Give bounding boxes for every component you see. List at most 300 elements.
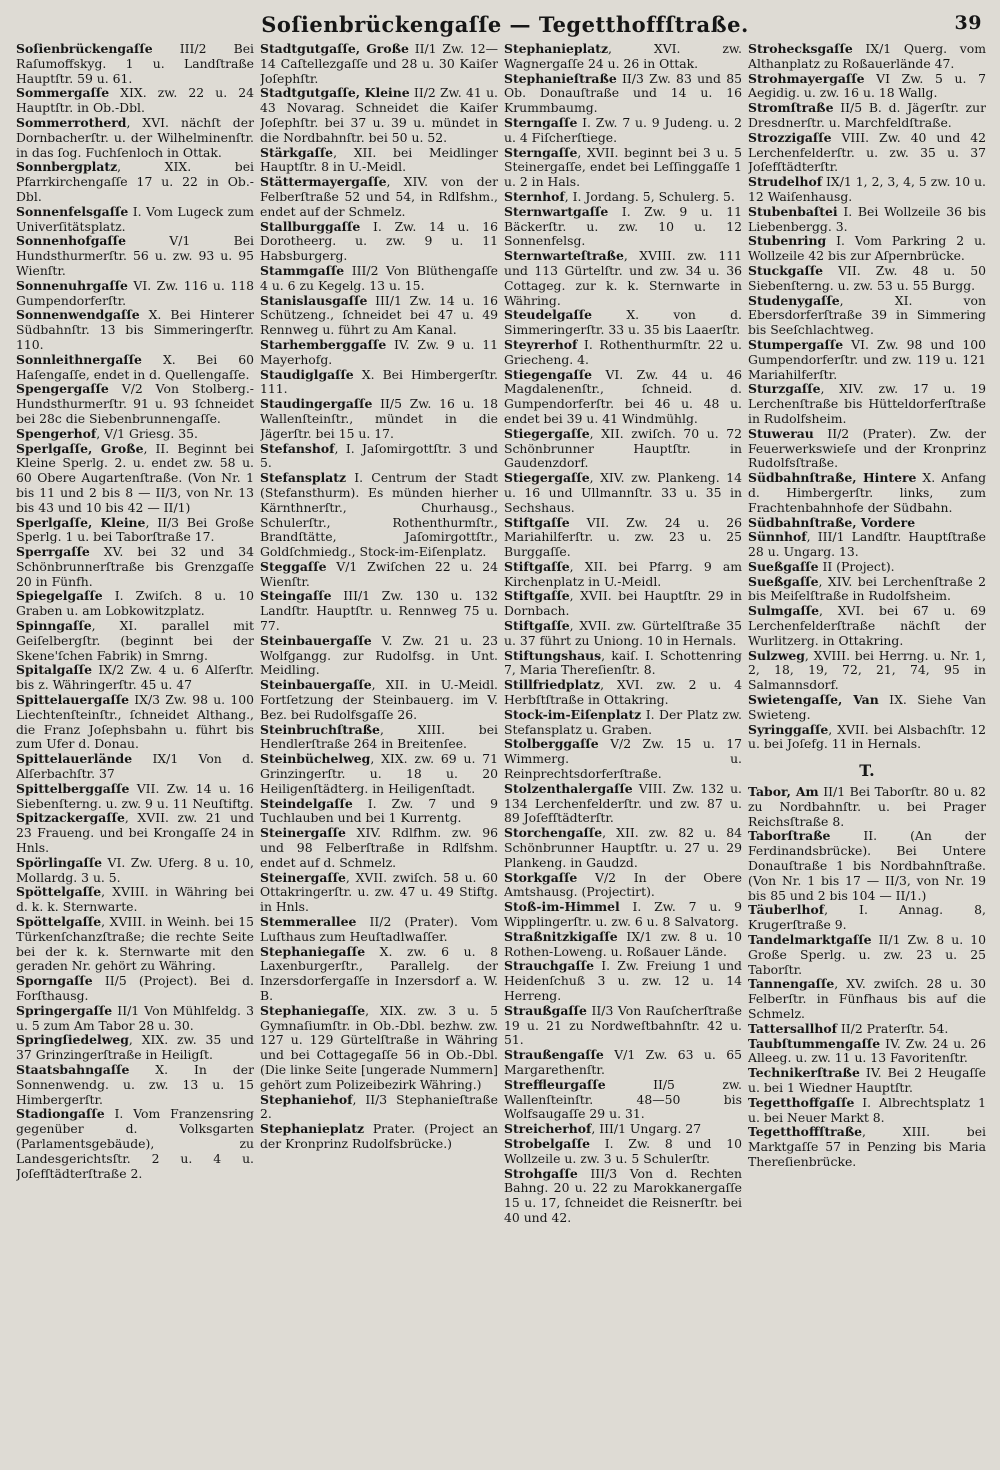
entry-description: X. Anfang d. Himbergerſtr. links, zum Frachtenbahnhofe der Südbahn.: [748, 470, 986, 515]
directory-entry: [504, 42, 742, 72]
directory-entry: [748, 338, 986, 382]
street-name: Straußgaſſe: [504, 1002, 587, 1018]
directory-entry: [748, 427, 986, 471]
directory-entry: [504, 930, 742, 960]
directory-entry: [260, 264, 498, 294]
entry-description: , I. Jordang. 5, Schulerg. 5.: [564, 188, 735, 204]
entry-description: X. Bei Himbergerſtr. 111.: [260, 366, 498, 397]
columns: [16, 42, 994, 1226]
directory-entry: [748, 1066, 986, 1096]
directory-entry: [16, 974, 254, 1004]
entry-description: V/2 Zw. 15 u. 17 Wimmerg. u. Reinprechtsdorferſtraße.: [504, 736, 742, 782]
street-name: Stubenring: [748, 233, 827, 249]
entry-description: II/2 (Prater). Zw. der Feuerwerkswieſe und der Kronprinz Rudolfsſtraße.: [748, 425, 986, 471]
street-name: Stiegergaſſe: [504, 425, 590, 441]
entry-description: , XI. von Ebersdorferſtraße 39 in Simmering bis Seeſchlachtweg.: [748, 292, 986, 338]
entry-description: , XIV. zw. Plankeng. 14 u. 16 und Ullmannſtr. 33 u. 35 in Sechshaus.: [504, 470, 742, 515]
street-name: Tandelmarktgaſſe: [748, 932, 872, 948]
entry-description: II (Project).: [818, 558, 895, 574]
directory-entry: [504, 146, 742, 190]
directory-entry: [504, 959, 742, 1003]
entry-description: X. Bei Hinterer Südbahnſtr. 13 bis Simmeringerſtr. 110.: [16, 307, 254, 352]
street-name: Spöttelgaſſe: [16, 884, 102, 900]
street-name: Sulmgaſſe: [748, 603, 820, 619]
entry-description: , I. Jaſomirgottſtr. 3 und 5.: [260, 440, 498, 471]
street-name: Sonnenfelsgaſſe: [16, 203, 129, 219]
street-name: Spengergaſſe: [16, 381, 109, 397]
street-name: Straußengaſſe: [504, 1047, 604, 1063]
street-name: Spitzackergaſſe: [16, 810, 125, 826]
directory-entry: [748, 471, 986, 515]
entry-description: II/3 Zw. 83 und 85 Ob. Donauſtraße und 14 u. 16 Krummbaumg.: [504, 70, 742, 116]
entry-description: , XVI. nächſt der Dornbacherſtr. u. der Wilhelminenſtr. in das ſog. Fuchſenloch in Ottak.: [16, 114, 254, 160]
directory-entry: [16, 382, 254, 426]
directory-entry: [504, 782, 742, 826]
entry-description: III/2 Bei Raſumoffskyg. 1 u. Landſtraße Hauptſtr. 59 u. 61.: [16, 42, 254, 86]
entry-description: , XVII. beginnt bei 3 u. 5 Steinergaſſe, endet bei Leſſinggaſſe 1 u. 2 in Hals.: [504, 144, 742, 190]
directory-entry: [504, 368, 742, 427]
entry-description: Prater. (Project an der Kronprinz Rudolfsbrücke.): [260, 1121, 498, 1151]
entry-description: I. Zw. 7 u. 9 Judeng. u. 2 u. 4 Fiſcherſtiege.: [504, 114, 742, 145]
street-name: Springſiedelweg: [16, 1032, 129, 1048]
directory-entry: [748, 723, 986, 753]
street-name: Sünnhof: [748, 529, 807, 545]
street-name: Swietengaſſe, Van: [748, 692, 879, 708]
entry-description: I. Zw. 14 u. 16 Dorotheerg. u. zw. 9 u. 11 Habsburgerg.: [260, 218, 498, 264]
entry-description: , XIX. zw. 35 und 37 Grinzingerſtraße in Heiligſt.: [16, 1032, 254, 1063]
street-name: Stephanieplatz: [260, 1121, 365, 1137]
street-name: Sonnbergplatz: [16, 159, 118, 175]
entry-description: V/2 In der Obere Amtshausg. (Projectirt).: [504, 869, 742, 900]
directory-entry: [16, 308, 254, 352]
directory-entry: [260, 471, 498, 560]
directory-entry: [748, 264, 986, 294]
directory-entry: [260, 42, 498, 86]
street-name: Steudelgaſſe: [504, 307, 593, 323]
street-name: Stoß-im-Himmel: [504, 899, 620, 915]
directory-entry: [748, 693, 986, 723]
directory-entry: [748, 1096, 986, 1126]
entry-description: VIII. Zw. 40 und 42 Lerchenfelderſtr. u. zw. 35 u. 37 Joſefſtädterſtr.: [748, 129, 986, 175]
entry-description: I. Zw. 7 und 9 Tuchlauben und bei 1 Kurrentg.: [260, 795, 498, 826]
street-name: Stillfriedplatz: [504, 677, 601, 693]
entry-description: IX. Siehe Van Swieteng.: [748, 692, 986, 722]
street-name: Stättermayergaſſe: [260, 174, 387, 190]
directory-entry: [504, 649, 742, 679]
entry-description: I. Bei Wollzeile 36 bis Liebenbergg. 3.: [748, 203, 986, 234]
directory-entry: [16, 811, 254, 855]
street-name: Stubenbaſtei: [748, 203, 838, 219]
entry-description: VII. Zw. 24 u. 26 Mariahilferſtr. u. zw. 23 u. 25 Burggaſſe.: [504, 514, 742, 560]
directory-entry: [260, 678, 498, 722]
directory-entry: [16, 1107, 254, 1181]
directory-entry: [748, 1037, 986, 1067]
entry-description: II/5 zw. Wallenſteinſtr. 48—50 bis Wolfsaugaſſe 29 u. 31.: [504, 1076, 742, 1122]
directory-entry: [16, 279, 254, 309]
street-name: Sporngaſſe: [16, 973, 93, 989]
column-1: [16, 42, 254, 1226]
directory-entry: [748, 42, 986, 72]
directory-entry: [260, 589, 498, 633]
directory-entry: [260, 560, 498, 590]
entry-description: , kaiſ. I. Schottenring 7, Maria Thereſienſtr. 8.: [504, 647, 742, 678]
directory-entry: [748, 131, 986, 175]
directory-entry: [504, 1122, 742, 1137]
street-name: Springergaſſe: [16, 1002, 113, 1018]
directory-entry: [260, 146, 498, 176]
entry-description: , XVII. zwiſch. 58 u. 60 Ottakringerſtr. u. zw. 47 u. 49 Stiftg. in Hnls.: [260, 869, 498, 915]
directory-entry: [16, 86, 254, 116]
street-name: Sommergaſſe: [16, 85, 110, 101]
street-name: Steinbruchſtraße: [260, 721, 380, 737]
street-name: Sternwartgaſſe: [504, 203, 609, 219]
running-title: Soſienbrückengaſſe — Tegetthoffſtraße.: [261, 12, 749, 37]
entry-description: VIII. Zw. 132 u. 134 Lerchenfelderſtr. und zw. 87 u. 89 Joſefſtädterſtr.: [504, 780, 742, 826]
street-name: Steinbüchelweg: [260, 751, 371, 767]
entry-description: IX/1 1, 2, 3, 4, 5 zw. 10 u. 12 Waiſenhausg.: [748, 174, 986, 204]
entry-description: X. zw. 6 u. 8 Laxenburgerſtr., Parallelg. der Inzersdorfergaſſe in Inzersdorf a. W. B.: [260, 943, 498, 1003]
directory-entry: [504, 619, 742, 649]
street-name: Steinbauergaſſe: [260, 677, 372, 693]
directory-entry: [504, 249, 742, 308]
entry-description: I. Rothenthurmſtr. 22 u. Griecheng. 4.: [504, 336, 742, 367]
entry-description: , XIII. bei Marktgaſſe 57 in Penzing bis Maria Thereſienbrücke.: [748, 1124, 986, 1169]
street-name: Stock-im-Eiſenplatz: [504, 706, 642, 722]
directory-entry: [504, 560, 742, 590]
entry-description: VI Zw. 5 u. 7 Aegidig. u. zw. 16 u. 18 Wallg.: [748, 70, 986, 101]
street-name: Südbahnſtraße, Hintere: [748, 470, 917, 486]
directory-entry: [504, 516, 742, 560]
directory-entry: [504, 116, 742, 146]
street-name: Tegetthoffſtraße: [748, 1124, 863, 1140]
directory-entry: [504, 190, 742, 205]
page-header: [16, 12, 994, 42]
entry-description: , XVI. zw. 2 u. 4 Herbſtſtraße in Ottakring.: [504, 677, 742, 708]
street-name: Streffleurgaſſe: [504, 1076, 606, 1092]
street-name: Steindelgaſſe: [260, 795, 353, 811]
column-3: [504, 42, 742, 1226]
street-name: Steingaſſe: [260, 588, 332, 604]
street-name: Südbahnſtraße, Vordere: [748, 514, 916, 530]
entry-description: VI. Zw. 98 und 100 Gumpendorferſtr. und zw. 119 u. 121 Mariahilferſtr.: [748, 336, 986, 382]
entry-description: , XVIII. bei Herrng. u. Nr. 1, 2, 18, 19, 72, 21, 74, 95 in Salmannsdorf.: [748, 647, 986, 693]
entry-description: V/2 Von Stolberg.-Hundsthurmerſtr. 91 u. 93 ſchneidet bei 28c die Siebenbrunnengaſſe.: [16, 381, 254, 426]
entry-description: II. (An der Ferdinandsbrücke). Bei Untere Donauſtraße 1 bis Nordbahnſtraße. (Von Nr. 1 bis 17 — II/3, von Nr. 19 bis 85 und 2 bis 104 — II/1.): [748, 828, 986, 903]
entry-description: X. In der Sonnenwendg. u. zw. 13 u. 15 Himbergerſtr.: [16, 1061, 254, 1107]
street-name: Stärkgaſſe: [260, 144, 334, 160]
street-name: Taubſtummengaſſe: [748, 1035, 881, 1051]
entry-description: V/1 Zw. 63 u. 65 Margarethenſtr.: [504, 1047, 742, 1077]
directory-entry: [504, 708, 742, 738]
entry-description: I. Zwiſch. 8 u. 10 Graben u. am Lobkowitzplatz.: [16, 588, 254, 619]
street-name: Spittelauergaſſe: [16, 692, 130, 708]
entry-description: V. Zw. 21 u. 23 Wolfgangg. zur Rudolfsg. in Unt. Meidling.: [260, 632, 498, 678]
street-name: Spittelberggaſſe: [16, 780, 130, 796]
entry-description: , XII. in U.-Meidl. Fortſetzung der Steinbauerg. im V. Bez. bei Rudolfsgaſſe 26.: [260, 677, 498, 722]
street-name: Strohmayergaſſe: [748, 70, 865, 86]
street-name: Studenygaſſe: [748, 292, 840, 308]
street-name: Stallburggaſſe: [260, 218, 361, 234]
directory-entry: [260, 1004, 498, 1093]
entry-description: II/1 Bei Taborſtr. 80 u. 82 zu Nordbahnſtr. u. bei Prager Reichsſtraße 8.: [748, 784, 986, 829]
entry-description: , II. Beginnt bei Kleine Sperlg. 2. u. endet zw. 58 u. 60 Obere Augartenſtraße. (Von Nr. 1 bis 11 und 2 bis 8 — II/3, von Nr. 13 bis 43 und 10 bis 42 — II/1): [16, 440, 254, 515]
entry-description: II/1 Von Mühlfeldg. 3 u. 5 zum Am Tabor 28 u. 30.: [16, 1002, 254, 1033]
street-name: Sonnenuhrgaſſe: [16, 277, 128, 293]
entry-description: , XVI. zw. Wagnergaſſe 24 u. 26 in Ottak.: [504, 42, 742, 71]
street-name: Stephanieſtraße: [504, 70, 617, 86]
entry-description: IV. Zw. 24 u. 26 Alleeg. u. zw. 11 u. 13 Favoritenſtr.: [748, 1035, 986, 1066]
entry-description: , XII. bei Meidlinger Hauptſtr. 8 in U.-Meidl.: [260, 144, 498, 175]
entry-description: II/5 (Project). Bei d. Forſthausg.: [16, 973, 254, 1003]
entry-description: III/2 Von Blüthengaſſe 4 u. 6 zu Kegelg. 13 u. 15.: [260, 262, 498, 293]
entry-description: XIX. zw. 22 u. 24 Hauptſtr. in Ob.-Dbl.: [16, 85, 254, 116]
directory-entry: [504, 1137, 742, 1167]
street-name: Sperlgaſſe, Kleine: [16, 514, 146, 530]
directory-entry: [16, 1063, 254, 1107]
street-name: Tannengaſſe: [748, 976, 835, 992]
street-name: Steggaſſe: [260, 558, 327, 574]
directory-entry: [748, 560, 986, 575]
street-name: Sturzgaſſe: [748, 381, 821, 397]
street-name: Sueßgaſſe: [748, 573, 819, 589]
directory-entry: [260, 871, 498, 915]
directory-entry: [16, 160, 254, 204]
street-name: Steinbauergaſſe: [260, 632, 372, 648]
entry-description: IX/1 Querg. vom Althanplatz zu Roßauerlände 47.: [748, 42, 986, 71]
street-name: Sperlgaſſe, Große: [16, 440, 144, 456]
entry-description: , XVII. bei Hauptſtr. 29 in Dornbach.: [504, 588, 742, 619]
street-name: Sommerrotherd: [16, 114, 127, 130]
directory-entry: [504, 589, 742, 619]
street-name: Steinergaſſe: [260, 869, 346, 885]
street-name: Stuwerau: [748, 425, 814, 441]
entry-description: I. Centrum der Stadt (Stefansthurm). Es münden hierher Kärnthnerſtr., Churhausg., Schulerſtr., Rothenthurmſtr., Brandſtätte, Jaſomirgottſtr., Goldſchmiedg., Stock-im-Eiſenplatz.: [260, 470, 498, 560]
directory-entry: [748, 234, 986, 264]
street-name: Stephaniegaſſe: [260, 1002, 366, 1018]
directory-entry: [260, 338, 498, 368]
street-name: Stemmerallee: [260, 914, 357, 930]
street-name: Strozzigaſſe: [748, 129, 832, 145]
entry-description: , XIX. zw. 69 u. 71 Grinzingerſtr. u. 18 u. 20 Heiligenſtädterg. in Heiligenſtadt.: [260, 751, 498, 796]
entry-description: III/1 Zw. 130 u. 132 Landſtr. Hauptſtr. u. Rennweg 75 u. 77.: [260, 588, 498, 634]
street-name: Spinngaſſe: [16, 618, 92, 634]
directory-entry: [748, 101, 986, 131]
directory-entry: [16, 915, 254, 974]
directory-entry: [748, 294, 986, 338]
entry-description: II/2 (Prater). Vom Luſthaus zum Heuſtadlwaſſer.: [260, 914, 498, 944]
street-name: Stadtgutgaſſe, Große: [260, 42, 409, 56]
entry-description: , XII. zw. 82 u. 84 Schönbrunner Hauptſtr. u. 27 u. 29 Plankeng. in Gaudzd.: [504, 825, 742, 870]
entry-description: II/5 B. d. Jägerſtr. zur Dresdnerſtr. u. Marchfeldſtraße.: [748, 100, 986, 130]
directory-entry: [260, 752, 498, 796]
street-name: Strauchgaſſe: [504, 958, 595, 974]
entry-description: , II/3 Stephanieſtraße 2.: [260, 1091, 498, 1122]
street-name: Sternwarteſtraße: [504, 248, 624, 264]
entry-description: , XV. zwiſch. 28 u. 30 Felberſtr. in Fünfhaus bis auf die Schmelz.: [748, 976, 986, 1021]
entry-description: , III/1 Ungarg. 27: [591, 1121, 702, 1137]
entry-description: , XVII. bei Alsbachſtr. 12 u. bei Joſefg. 11 in Hernals.: [748, 721, 986, 752]
column-2: [260, 42, 498, 1226]
entry-description: II/5 Zw. 16 u. 18 Wallenſteinſtr., mündet in die Jägerſtr. bei 15 u. 17.: [260, 396, 498, 441]
street-name: Sperrgaſſe: [16, 544, 90, 560]
directory-entry: [504, 338, 742, 368]
street-name: Spiegelgaſſe: [16, 588, 103, 604]
street-name: Stromſtraße: [748, 100, 834, 116]
entry-description: IX/2 Zw. 4 u. 6 Alſerſtr. bis z. Währingerſtr. 45 u. 47: [16, 662, 254, 693]
directory-entry: [16, 516, 254, 546]
directory-entry: [748, 205, 986, 235]
entry-description: V/1 Bei Hundsthurmerſtr. 56 u. zw. 93 u. 95 Wienſtr.: [16, 233, 254, 278]
entry-description: I. Vom Lugeck zum Univerſitätsplatz.: [16, 203, 254, 234]
directory-entry: [504, 1167, 742, 1226]
directory-entry: [748, 72, 986, 102]
entry-description: , I. Annag. 8, Krugerſtraße 9.: [748, 902, 986, 933]
entry-description: XIV. Rdlfhm. zw. 96 und 98 Felberſtraße in Rdlfshm. endet auf d. Schmelz.: [260, 825, 498, 870]
entry-description: XV. bei 32 und 34 Schönbrunnerſtraße bis Grenzgaſſe 20 in Fünfh.: [16, 544, 254, 589]
directory-entry: [504, 471, 742, 515]
entry-description: IV. Zw. 9 u. 11 Mayerhofg.: [260, 336, 498, 367]
directory-entry: [748, 977, 986, 1021]
directory-entry: [260, 294, 498, 338]
directory-entry: [16, 752, 254, 782]
entry-description: , V/1 Griesg. 35.: [96, 425, 198, 441]
entry-description: VII. Zw. 48 u. 50 Siebenſterng. u. zw. 53 u. 55 Burgg.: [748, 262, 986, 293]
street-name: Soſienbrückengaſſe: [16, 42, 153, 56]
page-number: 39: [954, 12, 982, 34]
street-name: Stiftgaſſe: [504, 558, 570, 574]
street-name: Stiftgaſſe: [504, 514, 570, 530]
street-name: Syringgaſſe: [748, 721, 829, 737]
street-name: Stammgaſſe: [260, 262, 345, 278]
street-name: Stiftgaſſe: [504, 588, 570, 604]
directory-entry: [748, 649, 986, 693]
entry-description: , XII. zwiſch. 70 u. 72 Schönbrunner Hauptſtr. in Gaudenzdorf.: [504, 425, 742, 471]
directory-entry: [16, 205, 254, 235]
directory-entry: [504, 826, 742, 870]
directory-entry: [16, 427, 254, 442]
street-name: Strohgaſſe: [504, 1165, 578, 1181]
directory-entry: [16, 619, 254, 663]
entry-description: I. Der Platz zw. Stefansplatz u. Graben.: [504, 706, 742, 737]
directory-entry: [260, 634, 498, 678]
street-name: Sueßgaſſe: [748, 558, 819, 574]
street-name: Staudingergaſſe: [260, 396, 373, 412]
entry-description: I. Zw. 8 und 10 Wollzeile u. zw. 3 u. 5 Schulerſtr.: [504, 1135, 742, 1166]
directory-entry: [504, 72, 742, 116]
entry-description: I. Vom Franzensring gegenüber d. Volksgarten (Parlamentsgebäude), zu Landesgerichtsſtr. 2 u. 4 u. Joſefſtädterſtraße 2.: [16, 1106, 254, 1181]
street-name: Staudiglgaſſe: [260, 366, 354, 382]
directory-entry: [748, 1125, 986, 1169]
entry-description: , XIX. zw. 3 u. 5 Gymnaſiumſtr. in Ob.-Dbl. bezhw. zw. 127 u. 129 Gürtelſtraße in Währing und bei Cottagegaſſe 56 in Ob.-Dbl. (Die linke Seite [ungerade Nummern] gehört zum Polizeibezirk Währing.): [260, 1002, 498, 1092]
directory-entry: [16, 1004, 254, 1034]
directory-entry: [16, 42, 254, 86]
street-name: Streicherhof: [504, 1121, 592, 1137]
street-name: Sternhof: [504, 188, 565, 204]
directory-entry: [16, 663, 254, 693]
directory-entry: [504, 1078, 742, 1122]
street-name: Taborſtraße: [748, 828, 831, 844]
street-name: Strobelgaſſe: [504, 1135, 590, 1151]
directory-entry: [16, 856, 254, 886]
directory-entry: [260, 826, 498, 870]
street-name: Straßnitzkigaſſe: [504, 928, 618, 944]
entry-description: II/3 Von Rauſcherſtraße 19 u. 21 zu Nordweſtbahnſtr. 42 u. 51.: [504, 1002, 742, 1048]
directory-entry: [504, 900, 742, 930]
directory-entry: [504, 1004, 742, 1048]
directory-entry: [504, 871, 742, 901]
directory-entry: [16, 442, 254, 516]
entry-description: I. Albrechtsplatz 1 u. bei Neuer Markt 8.: [748, 1094, 986, 1125]
street-name: Stephanieplatz: [504, 42, 609, 56]
directory-entry: [748, 516, 986, 531]
entry-description: II/1 Zw. 12—14 Caſtellezgaſſe und 28 u. 30 Kaiſer Joſephſtr.: [260, 42, 498, 86]
directory-entry: [260, 368, 498, 398]
directory-entry: [748, 604, 986, 648]
entry-description: III/3 Von d. Rechten Bahng. 20 u. 22 zu Marokkanergaſſe 15 u. 17, ſchneidet die Reisnerſtr. bei 40 und 42.: [504, 1165, 742, 1225]
entry-description: IV. Bei 2 Heugaſſe u. bei 1 Wiedner Hauptſtr.: [748, 1065, 986, 1095]
directory-entry: [504, 1048, 742, 1078]
section-letter: T.: [859, 761, 875, 781]
street-name: Spöttelgaſſe: [16, 914, 102, 930]
street-name: Tabor, Am: [748, 784, 819, 800]
directory-entry: [16, 116, 254, 160]
directory-entry: [260, 220, 498, 264]
entry-description: VI. Zw. Uferg. 8 u. 10, Mollardg. 3 u. 5.: [16, 854, 254, 885]
street-name: Stephaniehof: [260, 1091, 353, 1107]
street-name: Stiegengaſſe: [504, 366, 593, 382]
entry-description: V/1 Zwiſchen 22 u. 24 Wienſtr.: [260, 558, 498, 589]
entry-description: , XIV. von der Felberſtraße 52 und 54, in Rdlfshm., endet auf der Schmelz.: [260, 174, 498, 219]
street-name: Sonnleithnergaſſe: [16, 351, 142, 367]
directory-entry: [260, 723, 498, 753]
street-name: Stefansplatz: [260, 470, 347, 486]
street-name: Stephaniegaſſe: [260, 943, 366, 959]
street-name: Sterngaſſe: [504, 114, 578, 130]
directory-entry: [748, 575, 986, 605]
street-name: Spitalgaſſe: [16, 662, 93, 678]
directory-entry: [748, 785, 986, 829]
entry-description: , II/3 Bei Große Sperlg. 1 u. bei Taborſtraße 17.: [16, 514, 254, 545]
directory-entry: [260, 175, 498, 219]
entry-description: , XIX. bei Pfarrkirchengaſſe 17 u. 22 in Ob.-Dbl.: [16, 159, 254, 204]
street-name: Stanislausgaſſe: [260, 292, 368, 308]
directory-entry: [504, 678, 742, 708]
entry-description: I. Zw. Freiung 1 und Heidenſchuß 3 u. zw. 12 u. 14 Herreng.: [504, 958, 742, 1003]
entry-description: , XVIII. zw. 111 und 113 Gürtelſtr. und zw. 34 u. 36 Cottageg. zur k. k. Sternwarte in Währing.: [504, 248, 742, 308]
street-name: Spörlingaſſe: [16, 854, 103, 870]
directory-entry: [748, 1022, 986, 1037]
street-name: Stumpergaſſe: [748, 336, 844, 352]
directory-entry: [16, 589, 254, 619]
entry-description: I. Zw. 9 u. 11 Bäckerſtr. u. zw. 10 u. 12 Sonnenfelsg.: [504, 203, 742, 249]
directory-entry: [16, 353, 254, 383]
street-name: Spengerhof: [16, 425, 97, 441]
street-name: Stefanshof: [260, 440, 335, 456]
entry-description: I. Zw. 7 u. 9 Wipplingerſtr. u. zw. 6 u. 8 Salvatorg.: [504, 899, 742, 930]
entry-description: IX/1 zw. 8 u. 10 Rothen-Loweng. u. Roßauer Lände.: [504, 928, 742, 959]
street-name: Strohecksgaſſe: [748, 42, 853, 56]
entry-description: , III/1 Landſtr. Hauptſtraße 28 u. Ungarg. 13.: [748, 529, 986, 560]
street-name: Stadiongaſſe: [16, 1106, 105, 1122]
street-name: Spittelauerlände: [16, 751, 133, 767]
directory-entry: [504, 308, 742, 338]
directory-entry: [504, 737, 742, 781]
directory-entry: [16, 782, 254, 812]
street-name: Stiftungshaus: [504, 647, 602, 663]
entry-description: , XVII. zw. 21 und 23 Fraueng. und bei Krongaſſe 24 in Hnls.: [16, 810, 254, 856]
street-name: Steyrerhof: [504, 336, 578, 352]
entry-description: II/1 Zw. 8 u. 10 Große Sperlg. u. zw. 23 u. 25 Taborſtr.: [748, 932, 986, 977]
